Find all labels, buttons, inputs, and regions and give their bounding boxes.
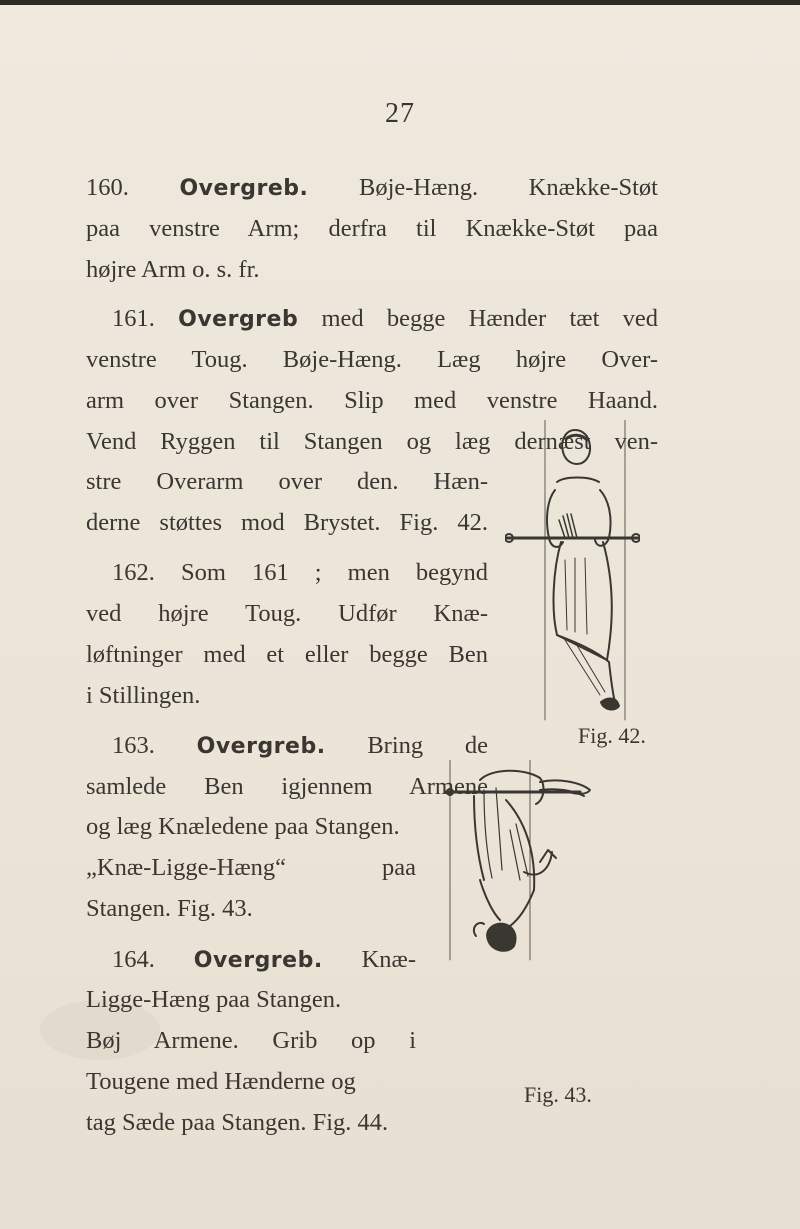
- top-edge: [0, 0, 800, 5]
- section-number: 161.: [112, 305, 155, 332]
- section-text: Knæ-: [361, 946, 417, 973]
- section-text: Bøje-Hæng. Knække-Støt: [359, 174, 658, 201]
- section-161-line-1: [86, 307, 658, 332]
- section-160-line-1: [86, 176, 658, 201]
- page-number: 27: [385, 98, 415, 129]
- section-162-line-2: ved højre Toug. Udfør Knæ-: [86, 600, 488, 627]
- section-164-line-2: Ligge-Hæng paa Stangen.: [86, 986, 342, 1013]
- fig-42-illustration: [505, 420, 640, 725]
- section-161-line-5: stre Overarm over den. Hæn-: [86, 468, 488, 495]
- section-heading: Overgreb.: [193, 948, 323, 973]
- section-text: Som 161 ; men begynd: [180, 559, 489, 586]
- section-number: 160.: [86, 174, 129, 201]
- section-163-line-2: samlede Ben igjennem Armene: [86, 773, 488, 800]
- section-160-line-3: højre Arm o. s. fr.: [86, 256, 260, 283]
- section-161-line-3: arm over Stangen. Slip med venstre Haand.: [86, 387, 658, 414]
- section-161-line-6: derne støttes mod Brystet. Fig. 42.: [86, 509, 488, 536]
- section-heading: Overgreb: [178, 307, 299, 332]
- section-162-line-4: i Stillingen.: [86, 682, 201, 709]
- section-heading: Overgreb.: [196, 734, 326, 759]
- fig-43-caption: Fig. 43.: [524, 1082, 592, 1107]
- section-163-line-5: Stangen. Fig. 43.: [86, 895, 253, 922]
- section-164-line-1: [86, 948, 416, 973]
- section-164-line-5: tag Sæde paa Stangen. Fig. 44.: [86, 1109, 389, 1136]
- section-text: Bring de: [367, 732, 488, 759]
- section-164-line-3: Bøj Armene. Grib op i: [86, 1027, 416, 1054]
- section-163-line-1: [86, 734, 488, 759]
- section-163-line-4: „Knæ-Ligge-Hæng“ paa: [86, 854, 416, 881]
- fig-42-caption: Fig. 42.: [578, 723, 646, 748]
- section-162-line-3: løftninger med et eller begge Ben: [86, 641, 488, 668]
- section-text: med begge Hænder tæt ved: [321, 305, 659, 332]
- section-161-line-2: venstre Toug. Bøje-Hæng. Læg højre Over-: [86, 346, 658, 373]
- section-160-line-2: paa venstre Arm; derfra til Knække-Støt paa: [86, 215, 658, 242]
- section-164-line-4: Tougene med Hænderne og: [86, 1068, 356, 1095]
- section-162-line-1: [86, 561, 488, 586]
- section-163-line-3: og læg Knæledene paa Stangen.: [86, 813, 400, 840]
- section-number: 162.: [112, 559, 155, 586]
- section-number: 163.: [112, 732, 155, 759]
- fig-43-illustration: [440, 760, 620, 970]
- section-161-line-4: Vend Ryggen til Stangen og læg dernæst ven-: [86, 428, 658, 455]
- section-heading: Overgreb.: [179, 176, 309, 201]
- section-number: 164.: [112, 946, 155, 973]
